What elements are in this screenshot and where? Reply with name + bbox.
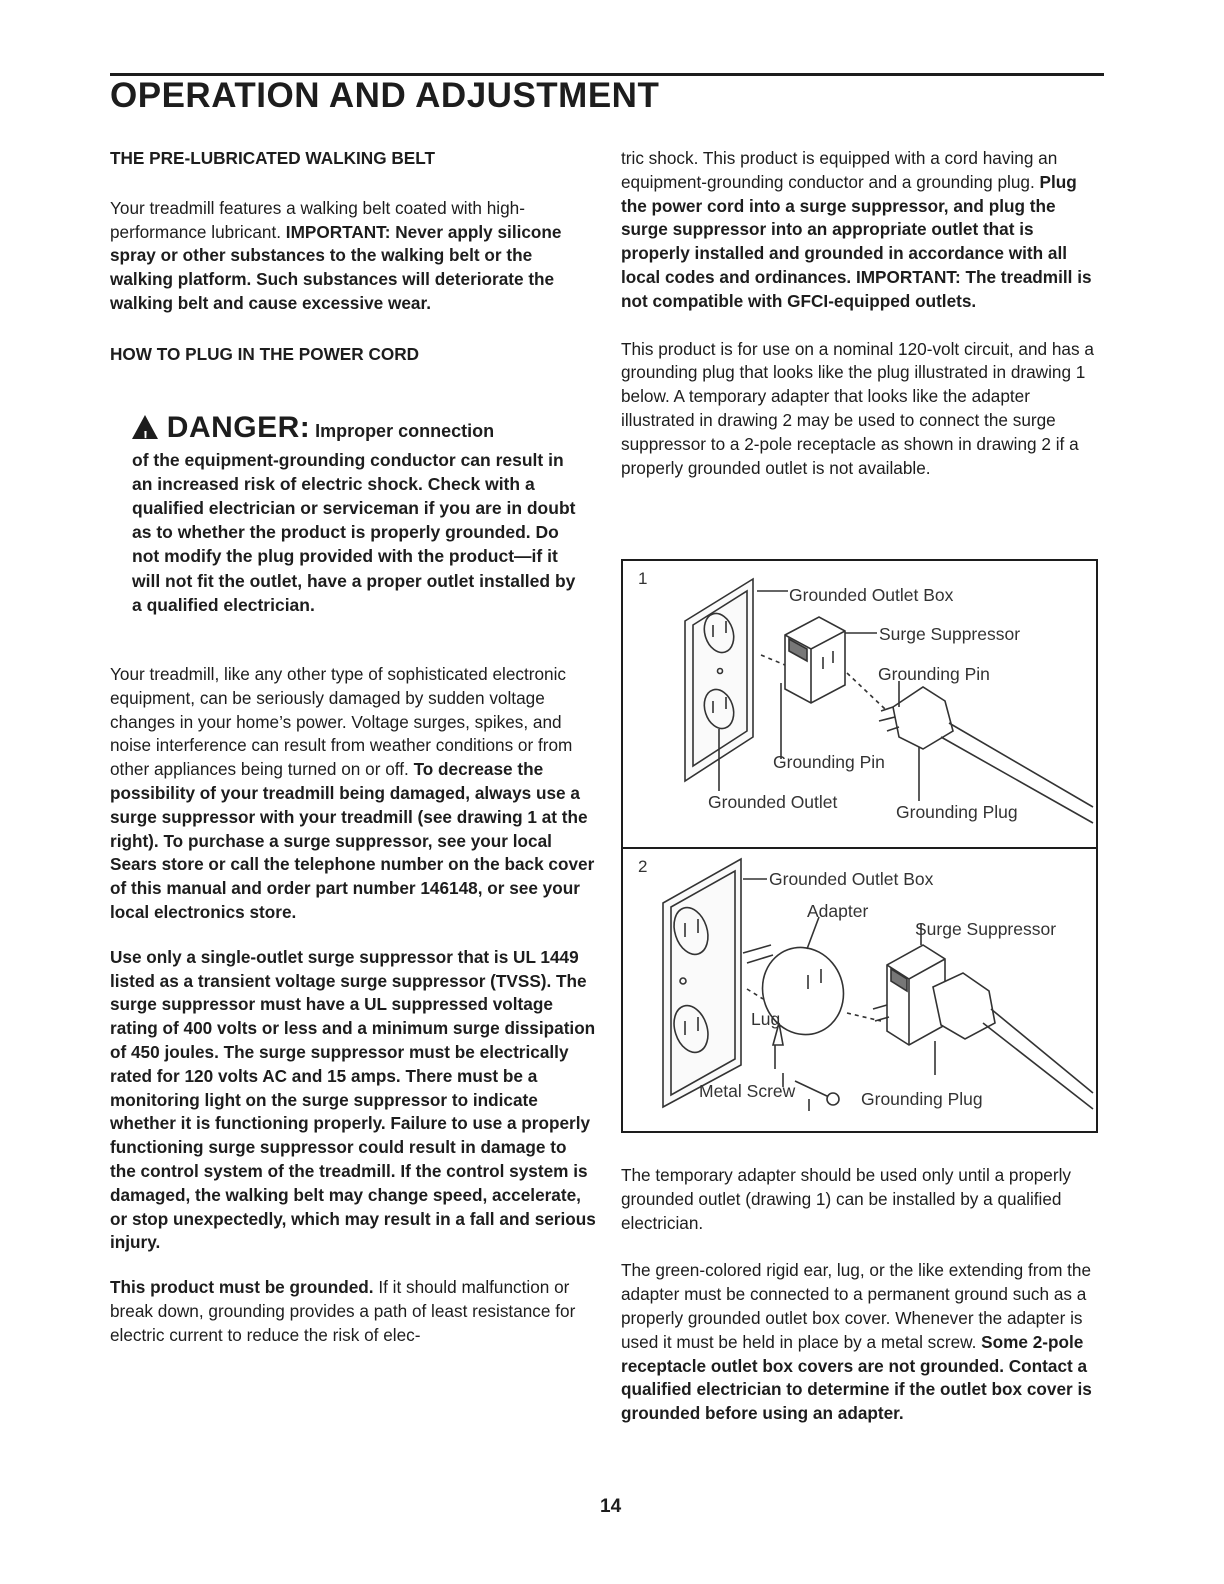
belt-warning: IMPORTANT: Never apply silicone spray or other substances to the walking belt or the walking platform. Such substances will deteriorate the walking belt and cause excessive wear. (110, 221, 562, 313)
label-lug: Lug (751, 1009, 781, 1029)
ground-paragraph (110, 1276, 596, 1347)
surge-paragraph (110, 663, 596, 925)
danger-text: of the equipment-grounding conductor can result in an increased risk of electric shock. Check with a qualified electrician or serviceman if you are in doubt as to whether the product is properly grounded. Do not modify the plug provided with the product—if it will not fit the outlet, have a proper outlet installed by a qualified electrician. (132, 449, 576, 615)
right-column-lower (621, 1164, 1105, 1426)
label-metal-screw: Metal Screw (699, 1081, 796, 1101)
ear-text: The green-colored rigid ear, lug, or the like extending from the adapter must be connected to a permanent ground such as a properly grounded outlet box cover. Whenever the adapter is used it must be held in place by a metal screw. (621, 1260, 1092, 1352)
label-surge-2: Surge Suppressor (915, 919, 1057, 939)
circuit-paragraph: This product is for use on a nominal 120-volt circuit, and has a grounding plug that looks like the plug illustrated in drawing 1 below. A temporary adapter that looks like the adapter illustrated in drawing 2 may be used to connect the surge suppressor to a 2-pole receptacle as shown in drawing 2 if a properly grounded outlet is not available. (621, 338, 1094, 478)
label-pin-top: Grounding Pin (878, 664, 990, 684)
label-surge-1: Surge Suppressor (879, 624, 1021, 644)
outlet-diagram (621, 559, 1098, 1133)
ear-bold: Some 2-pole receptacle outlet box covers are not grounded. Contact a qualified electrician to determine if the outlet box cover is grounded before using an adapter. (621, 1331, 1092, 1424)
surge-bold: To decrease the possibility of your treadmill being damaged, always use a surge suppressor with your treadmill (see drawing 1 at the right). To purchase a surge suppressor, see your local Sears store or call the telephone number on the back cover of this manual and order part number 146148, or see your local electronics store. (110, 759, 595, 922)
label-outlet-box-2: Grounded Outlet Box (769, 869, 934, 889)
label-pin-bottom: Grounding Pin (773, 752, 885, 772)
continued-bold: Plug the power cord into a surge suppressor, and plug the surge suppressor into an appropriate outlet that is properly installed and grounded in accordance with all local codes and ordinances. IMPORTANT: The treadmill is not compatible with GFCI-equipped outlets. (621, 171, 1092, 311)
label-adapter: Adapter (807, 901, 869, 921)
cord-heading: HOW TO PLUG IN THE POWER CORD (110, 343, 420, 364)
label-grounding-plug-2: Grounding Plug (861, 1089, 983, 1109)
right-column (621, 147, 1105, 480)
left-column (110, 147, 596, 1348)
ul-paragraph: Use only a single-outlet surge suppressor that is UL 1449 listed as a transient voltage surge suppressor (TVSS). The surge suppressor must have a UL suppressed voltage rating of 400 volts or less and a minimum surge dissipation of 450 joules. The surge suppressor must be electrically rated for 120 volts AC and 15 amps. There must be a monitoring light on the surge suppressor to indicate whether it is functioning properly. Failure to use a properly functioning surge suppressor could result in damage to the control system of the treadmill. If the control system is damaged, the walking belt may change speed, accelerate, or stop unexpectedly, which may result in a fall and serious injury. (110, 946, 596, 1253)
drawing-2-number: 2 (638, 857, 648, 876)
continued-text: tric shock. This product is equipped with a cord having an equipment-grounding conductor and a grounding plug. (621, 148, 1058, 192)
drawing-2 (623, 847, 1096, 1131)
danger-word: DANGER: (166, 410, 311, 444)
belt-heading: THE PRE-LUBRICATED WALKING BELT (110, 148, 435, 168)
surge-text: Your treadmill, like any other type of sophisticated electronic equipment, can be seriously damaged by sudden voltage changes in your home’s power. Voltage surges, spikes, and noise interference can result from weather conditions or from other appliances being turned on or off. (110, 664, 573, 780)
page-number: 14 (600, 1496, 622, 1517)
label-grounding-plug-1: Grounding Plug (896, 802, 1018, 822)
ear-paragraph (621, 1259, 1105, 1426)
drawing-1-number: 1 (638, 569, 648, 588)
warning-triangle-icon: ! (132, 415, 158, 439)
continued-paragraph (621, 147, 1105, 314)
ground-text: If it should malfunction or break down, grounding provides a path of least resistance for electric current to reduce the risk of elec- (110, 1277, 576, 1345)
label-grounded-outlet: Grounded Outlet (708, 792, 838, 812)
page-title: OPERATION AND ADJUSTMENT (110, 76, 660, 115)
danger-lead: Improper connection (315, 420, 495, 441)
belt-text: Your treadmill features a walking belt coated with high-performance lubricant. (110, 197, 525, 242)
danger-box (132, 411, 580, 617)
drawing-2-illustration (623, 849, 1096, 1131)
belt-paragraph (110, 197, 596, 316)
drawing-1 (623, 561, 1096, 847)
adapter-paragraph: The temporary adapter should be used only until a properly grounded outlet (drawing 1) can be installed by a qualified electrician. (621, 1165, 1072, 1233)
label-outlet-box-1: Grounded Outlet Box (789, 585, 954, 605)
ground-bold: This product must be grounded. (110, 1277, 374, 1298)
